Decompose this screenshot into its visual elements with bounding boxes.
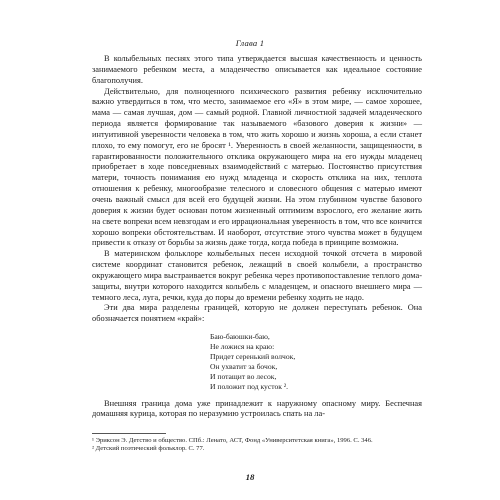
footnote-rule <box>92 433 166 434</box>
paragraph: В колыбельных песнях этого типа утверждается высшая качественность и ценность занимаемого ребенком места, а младенчество описывается как идеальное состояние благополучия. <box>92 54 422 85</box>
paragraph: В материнском фольклоре колыбельных песен исходной точкой отсчета в мировой системе координат становится ребенок, лежащий в своей колыбели, а пространство окружающего мира выстраивается вокруг ребенка через противопоставление теплого дома-защиты, внутри которого находится колыбель с младенцем, и опасного внешнего мира — темного леса, луга, речки, куда до поры до времени ребенку ходить не надо. <box>92 249 422 302</box>
body-text <box>92 54 422 420</box>
verse-line: И положит под кусток ². <box>210 381 288 391</box>
verse-line: Баю-баюшки-баю, <box>210 332 270 342</box>
page-number: 18 <box>245 472 255 482</box>
footnote: ¹ Эриксон Э. Детство и общество. СПб.: Ленато, АСТ, Фонд «Университетская книга», 1996. С. 346. <box>92 437 373 444</box>
verse-line: Придет серенький волчок, <box>210 351 296 361</box>
paragraph: Эти два мира разделены границей, которую не должен переступать ребенок. Она обозначается понятием «край»: <box>92 303 422 324</box>
verse-line: Не ложися на краю: <box>210 342 275 351</box>
lullaby-verse <box>210 332 422 391</box>
footnote: ² Детский поэтический фольклор. С. 77. <box>92 445 205 453</box>
footnotes <box>92 437 422 454</box>
verse-line: Он ухватит за бочок, <box>210 361 278 371</box>
paragraph: Действительно, для полноценного психического развития ребенку исключительно важно утвердиться в том, что место, занимаемое его «Я» в этом мире, — самое хорошее, мама — самая лучшая, дом — самый родной. Главной личностной задачей младенческого периода является формирование так называемого «базового доверия к жизни» — интуитивной уверенности человека в том, что жить хорошо и жизнь хороша, а если станет плохо, то ему помогут, его не бросят ¹. Уверенность в своей желанности, защищенности, в гарантированности положительного отклика окружающего мира на его нужды младенец приобретает в ходе повседневных взаимодействий с матерью. Постоянство присутствия матери, точность понимания ею нужд младенца и скорость отклика на них, теплота отношения к ребенку, многообразие телесного и словесного общения с матерью имеют очень важный смысл для всей его будущей жизни. На этом глубинном чувстве базового доверия к жизни будет основан потом жизненный оптимизм взрослого, его желание жить на свете вопреки всем невзгодам и его иррациональная уверенность в том, что все кончится хорошо вопреки обстоятельствам. И наоборот, отсутствие этого чувства может в будущем привести к отказу от борьбы за жизнь даже тогда, когда победа в принципе возможна. <box>92 86 422 248</box>
paragraph: Внешняя граница дома уже принадлежит к наружному опасному миру. Беспечная домашняя курица, которая по неразумию устроилась спать на ла- <box>92 398 422 419</box>
running-header: Глава 1 <box>235 38 265 48</box>
verse-line: И потащит во лесок, <box>210 371 277 381</box>
